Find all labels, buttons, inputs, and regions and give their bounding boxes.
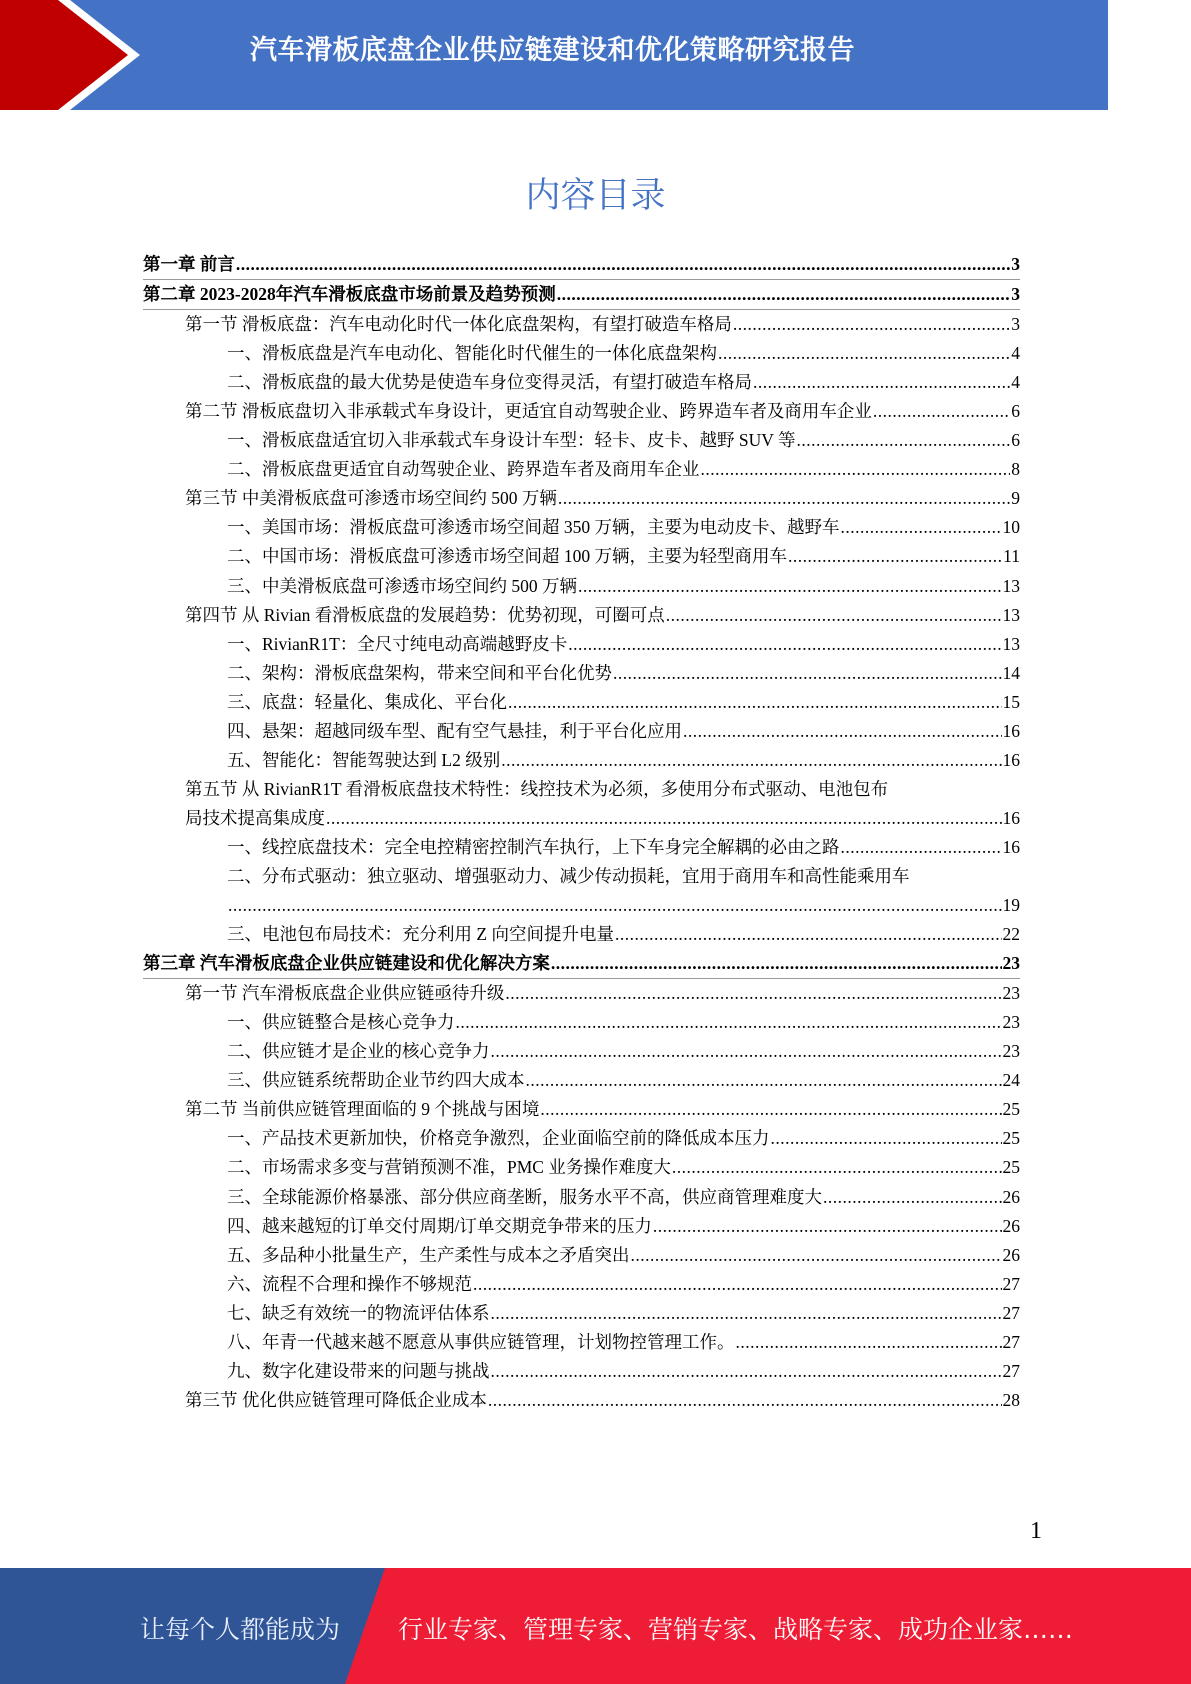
toc-dot-leader: [733, 310, 1010, 339]
toc-dot-leader: [788, 542, 1002, 571]
toc-dot-leader: [753, 368, 1010, 397]
toc-entry-page: 10: [1002, 517, 1020, 538]
toc-entry-page: 25: [1002, 1157, 1020, 1178]
toc-entry-text: 一、滑板底盘是汽车电动化、智能化时代催生的一体化底盘架构: [227, 343, 717, 364]
toc-entry-page: 27: [1002, 1302, 1020, 1323]
toc-entry-text: 第四节 从 Rivian 看滑板底盘的发展趋势：优势初现，可圈可点: [185, 604, 665, 625]
toc-entry[interactable]: [143, 1270, 1020, 1299]
toc-entry[interactable]: [143, 513, 1020, 542]
toc-entry-text: 一、供应链整合是核心竞争力: [227, 1012, 455, 1033]
toc-entry-text: 二、分布式驱动：独立驱动、增强驱动力、减少传动损耗，宜用于商用车和高性能乘用车: [227, 865, 910, 886]
toc-entry-page: 14: [1002, 662, 1020, 683]
toc-entry-text: 五、智能化：智能驾驶达到 L2 级别: [227, 749, 501, 770]
header-arrow-decoration: [0, 0, 150, 110]
toc-entry[interactable]: [143, 1299, 1020, 1328]
toc-entry-text: 六、流程不合理和操作不够规范: [227, 1273, 472, 1294]
toc-entry-page: 23: [1002, 1012, 1020, 1033]
toc-entry-text: 第一节 汽车滑板底盘企业供应链亟待升级: [185, 983, 505, 1004]
toc-entry[interactable]: [143, 833, 1020, 862]
toc-entry-page: 23: [1002, 953, 1020, 974]
toc-dot-leader: [505, 979, 1001, 1008]
toc-entry-text: 三、底盘：轻量化、集成化、平台化: [227, 691, 507, 712]
toc-entry-text: 第二节 当前供应链管理面临的 9 个挑战与困境: [185, 1099, 540, 1120]
toc-entry-text: 二、中国市场：滑板底盘可渗透市场空间超 100 万辆，主要为轻型商用车: [227, 546, 787, 567]
toc-entry[interactable]: [143, 1124, 1020, 1153]
toc-entry-page: 16: [1002, 836, 1020, 857]
toc-entry[interactable]: [143, 484, 1020, 513]
toc-dot-leader: [558, 484, 1010, 513]
toc-entry[interactable]: [143, 250, 1020, 280]
toc-entry-page: 9: [1011, 488, 1020, 509]
toc-entry[interactable]: [143, 310, 1020, 339]
toc-dot-leader: [228, 891, 1002, 920]
toc-dot-leader: [473, 1270, 1002, 1299]
toc-entry-text: 一、美国市场：滑板底盘可渗透市场空间超 350 万辆，主要为电动皮卡、越野车: [227, 517, 840, 538]
toc-entry-text: 三、中美滑板底盘可渗透市场空间约 500 万辆: [227, 575, 577, 596]
toc-entry-page: 16: [1002, 807, 1020, 828]
toc-entry-text: 七、缺乏有效统一的物流评估体系: [227, 1302, 490, 1323]
toc-entry[interactable]: [143, 804, 1020, 833]
toc-entry-page: 15: [1002, 691, 1020, 712]
toc-dot-leader: [491, 1037, 1002, 1066]
toc-dot-leader: [672, 1153, 1002, 1182]
toc-dot-leader: [326, 804, 1002, 833]
toc-entry-page: 19: [1002, 895, 1020, 916]
toc-dot-leader: [796, 426, 1010, 455]
toc-entry-page: 4: [1011, 343, 1020, 364]
table-of-contents: [143, 250, 1020, 1415]
toc-dot-leader: [771, 1124, 1002, 1153]
toc-entry-text: 局技术提高集成度: [185, 807, 325, 828]
toc-dot-leader: [701, 455, 1011, 484]
toc-entry-text: 第二章 2023-2028年汽车滑板底盘市场前景及趋势预测: [143, 284, 556, 305]
toc-entry-page: 25: [1002, 1128, 1020, 1149]
toc-entry-page: 8: [1011, 459, 1020, 480]
toc-dot-leader: [551, 949, 1002, 978]
toc-entry-page: 6: [1011, 401, 1020, 422]
toc-entry-text: 二、市场需求多变与营销预测不准，PMC 业务操作难度大: [227, 1157, 671, 1178]
toc-dot-leader: [501, 746, 1001, 775]
toc-dot-leader: [578, 572, 1002, 601]
toc-dot-leader: [666, 601, 1002, 630]
toc-dot-leader: [526, 1066, 1002, 1095]
toc-entry[interactable]: [143, 1212, 1020, 1241]
toc-dot-leader: [683, 717, 1002, 746]
toc-entry[interactable]: [143, 775, 1020, 804]
toc-dot-leader: [540, 1095, 1001, 1124]
toc-entry-text: 四、悬架：超越同级车型、配有空气悬挂，利于平台化应用: [227, 720, 682, 741]
toc-dot-leader: [873, 397, 1010, 426]
toc-entry-text: 第一章 前言: [143, 254, 235, 274]
footer-slogan-left: 让每个人都能成为: [140, 1615, 341, 1644]
toc-entry-page: 11: [1003, 546, 1020, 567]
footer-slogan-right: 行业专家、管理专家、营销专家、战略专家、成功企业家……: [398, 1615, 1074, 1644]
toc-dot-leader: [653, 1212, 1002, 1241]
toc-entry[interactable]: [143, 1357, 1020, 1386]
toc-title: 内容目录: [525, 176, 666, 216]
toc-entry[interactable]: [143, 1095, 1020, 1124]
toc-entry-page: 3: [1011, 314, 1020, 335]
toc-entry-text: 第三节 中美滑板底盘可渗透市场空间约 500 万辆: [185, 488, 557, 509]
toc-entry[interactable]: [143, 542, 1020, 571]
page-header: [0, 0, 1191, 110]
toc-entry-page: 24: [1002, 1070, 1020, 1091]
toc-entry[interactable]: [143, 1241, 1020, 1270]
toc-entry-text: 三、供应链系统帮助企业节约四大成本: [227, 1070, 525, 1091]
toc-dot-leader: [508, 688, 1002, 717]
toc-entry[interactable]: [143, 949, 1020, 979]
toc-dot-leader: [557, 280, 1011, 309]
toc-entry-page: 27: [1002, 1331, 1020, 1352]
toc-entry[interactable]: [143, 601, 1020, 630]
toc-entry-text: 一、线控底盘技术：完全电控精密控制汽车执行，上下车身完全解耦的必由之路: [227, 836, 840, 857]
toc-entry[interactable]: [143, 280, 1020, 310]
toc-entry-text: 二、滑板底盘更适宜自动驾驶企业、跨界造车者及商用车企业: [227, 459, 700, 480]
toc-entry-page: 3: [1011, 254, 1020, 274]
toc-entry-page: 26: [1002, 1215, 1020, 1236]
toc-entry-text: 三、全球能源价格暴涨、部分供应商垄断，服务水平不高，供应商管理难度大: [227, 1186, 822, 1207]
toc-entry-page: 26: [1002, 1244, 1020, 1265]
toc-entry-text: 一、RivianR1T：全尺寸纯电动高端越野皮卡: [227, 633, 568, 654]
toc-entry-page: 28: [1002, 1389, 1020, 1410]
toc-entry-page: 3: [1011, 284, 1020, 305]
toc-entry[interactable]: [143, 630, 1020, 659]
toc-dot-leader: [841, 513, 1002, 542]
toc-entry[interactable]: [143, 1066, 1020, 1095]
toc-entry-text: 第二节 滑板底盘切入非承载式车身设计，更适宜自动驾驶企业、跨界造车者及商用车企业: [185, 401, 872, 422]
toc-dot-leader: [568, 630, 1001, 659]
toc-dot-leader: [841, 833, 1002, 862]
toc-dot-leader: [491, 1357, 1002, 1386]
toc-entry[interactable]: [143, 891, 1020, 920]
toc-entry[interactable]: [143, 979, 1020, 1008]
toc-entry-text: 第三节 优化供应链管理可降低企业成本: [185, 1389, 487, 1410]
toc-entry-page: 25: [1002, 1099, 1020, 1120]
toc-dot-leader: [488, 1386, 1002, 1415]
toc-entry-text: 第一节 滑板底盘：汽车电动化时代一体化底盘架构，有望打破造车格局: [185, 314, 732, 335]
toc-dot-leader: [613, 659, 1002, 688]
toc-dot-leader: [491, 1299, 1002, 1328]
toc-entry[interactable]: [143, 862, 1020, 891]
toc-dot-leader: [823, 1183, 1002, 1212]
toc-entry[interactable]: [143, 572, 1020, 601]
toc-entry-page: 4: [1011, 372, 1020, 393]
toc-entry[interactable]: [143, 426, 1020, 455]
toc-entry[interactable]: [143, 746, 1020, 775]
toc-entry[interactable]: [143, 920, 1020, 949]
toc-entry[interactable]: [143, 455, 1020, 484]
toc-entry-text: 八、年青一代越来越不愿意从事供应链管理，计划物控管理工作。: [227, 1331, 735, 1352]
toc-entry-text: 二、供应链才是企业的核心竞争力: [227, 1041, 490, 1062]
toc-entry-page: 13: [1002, 633, 1020, 654]
toc-entry[interactable]: [143, 397, 1020, 426]
toc-entry[interactable]: [143, 1037, 1020, 1066]
toc-entry-page: 23: [1002, 1041, 1020, 1062]
toc-entry[interactable]: [143, 1183, 1020, 1212]
toc-entry[interactable]: [143, 688, 1020, 717]
toc-entry-page: 6: [1011, 430, 1020, 451]
document-title: 汽车滑板底盘企业供应链建设和优化策略研究报告: [250, 35, 855, 66]
page-number: 1: [1030, 1518, 1042, 1544]
toc-entry-page: 13: [1002, 604, 1020, 625]
toc-entry-text: 第三章 汽车滑板底盘企业供应链建设和优化解决方案: [143, 953, 550, 974]
toc-entry-text: 第五节 从 RivianR1T 看滑板底盘技术特性：线控技术为必须，多使用分布式驱动、电池包布: [185, 778, 889, 799]
toc-dot-leader: [456, 1008, 1002, 1037]
toc-dot-leader: [236, 250, 1010, 279]
toc-entry-text: 一、滑板底盘适宜切入非承载式车身设计车型：轻卡、皮卡、越野 SUV 等: [227, 430, 796, 451]
toc-entry[interactable]: [143, 368, 1020, 397]
toc-entry-text: 四、越来越短的订单交付周期/订单交期竞争带来的压力: [227, 1215, 652, 1236]
toc-dot-leader: [631, 1241, 1002, 1270]
toc-entry-page: 13: [1002, 575, 1020, 596]
toc-entry-page: 16: [1002, 749, 1020, 770]
toc-entry-page: 27: [1002, 1273, 1020, 1294]
toc-entry-text: 三、电池包布局技术：充分利用 Z 向空间提升电量: [227, 924, 614, 945]
toc-entry-text: 九、数字化建设带来的问题与挑战: [227, 1360, 490, 1381]
toc-entry[interactable]: [143, 1386, 1020, 1415]
toc-entry[interactable]: [143, 717, 1020, 746]
toc-entry-text: 一、产品技术更新加快，价格竞争激烈，企业面临空前的降低成本压力: [227, 1128, 770, 1149]
toc-dot-leader: [615, 920, 1002, 949]
toc-entry[interactable]: [143, 339, 1020, 368]
toc-entry-text: 五、多品种小批量生产，生产柔性与成本之矛盾突出: [227, 1244, 630, 1265]
toc-entry[interactable]: [143, 1328, 1020, 1357]
toc-dot-leader: [736, 1328, 1002, 1357]
toc-entry-text: 二、滑板底盘的最大优势是使造车身位变得灵活，有望打破造车格局: [227, 372, 752, 393]
toc-entry-page: 16: [1002, 720, 1020, 741]
toc-entry-page: 27: [1002, 1360, 1020, 1381]
toc-entry-text: 二、架构：滑板底盘架构，带来空间和平台化优势: [227, 662, 612, 683]
toc-entry[interactable]: [143, 1153, 1020, 1182]
toc-entry-page: 22: [1002, 924, 1020, 945]
toc-entry[interactable]: [143, 1008, 1020, 1037]
toc-dot-leader: [718, 339, 1010, 368]
toc-entry[interactable]: [143, 659, 1020, 688]
toc-entry-page: 26: [1002, 1186, 1020, 1207]
page-footer: [0, 1568, 1191, 1684]
toc-entry-page: 23: [1002, 983, 1020, 1004]
